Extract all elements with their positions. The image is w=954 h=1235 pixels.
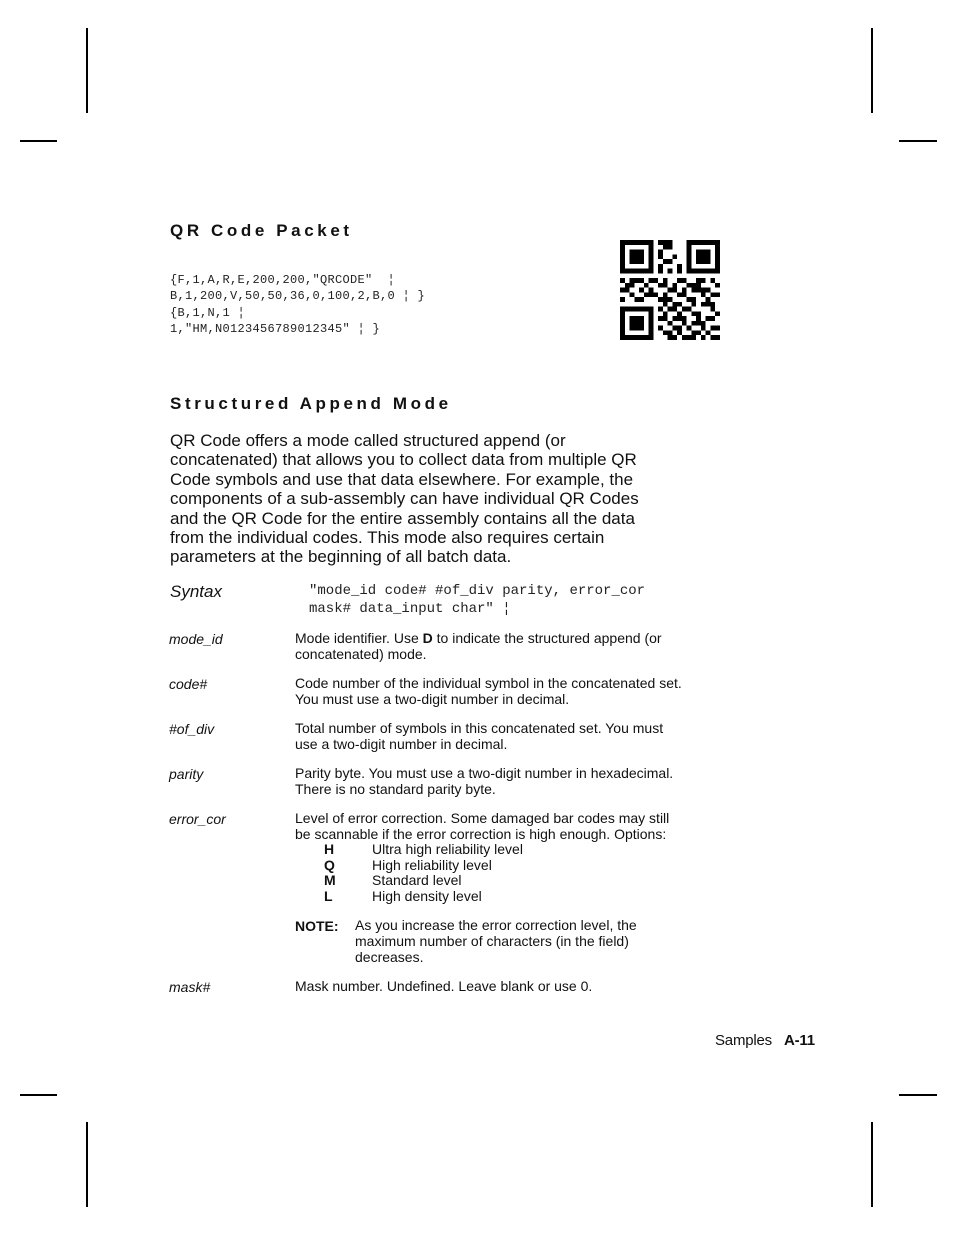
code-line: 1,"HM,N0123456789012345" ¦ } — [170, 322, 381, 337]
desc-of-div — [295, 721, 735, 753]
paragraph-line: concatenated) that allows you to collect data from multiple QR — [170, 450, 637, 470]
crop-mark-top-left — [86, 28, 88, 113]
desc-line: concatenated) mode. — [295, 645, 427, 662]
option-value: High density level — [372, 888, 482, 904]
crop-mark-bottom-left — [86, 1122, 88, 1207]
desc-error-cor — [295, 811, 735, 843]
note-text — [355, 918, 637, 965]
crop-mark-bottom-right-h — [899, 1094, 937, 1096]
crop-mark-bottom-right — [871, 1122, 873, 1207]
desc-parity — [295, 766, 735, 798]
desc-line — [295, 631, 735, 647]
code-line: {B,1,N,1 ¦ — [170, 305, 246, 320]
term-parity: parity — [169, 766, 204, 782]
note-line: As you increase the error correction level, the — [355, 917, 637, 933]
option-value: Standard level — [372, 872, 462, 888]
crop-mark-top-right — [871, 28, 873, 113]
term-mode-id: mode_id — [169, 631, 223, 647]
section-heading-qr-code-packet: QR Code Packet — [170, 221, 353, 240]
term-error-cor: error_cor — [169, 811, 226, 827]
page-number: A-11 — [783, 1032, 815, 1049]
option-value: Ultra high reliability level — [372, 841, 523, 857]
syntax-code — [309, 582, 645, 618]
desc-mode-id — [295, 631, 735, 663]
paragraph-line: QR Code offers a mode called structured append (or — [170, 431, 566, 450]
crop-mark-top-right-h — [899, 140, 937, 142]
desc-line: use a two-digit number in decimal. — [295, 735, 508, 752]
term-code: code# — [169, 676, 208, 692]
desc-mask — [295, 979, 735, 995]
term-of-div: #of_div — [169, 721, 215, 737]
structured-append-description — [170, 431, 710, 567]
qr-code-packet-code — [170, 272, 425, 338]
note-line: maximum number of characters (in the field) — [355, 932, 629, 949]
desc-line: Mask number. Undefined. Leave blank or use 0. — [295, 978, 593, 994]
note-line: decreases. — [355, 948, 424, 965]
code-line: {F,1,A,R,E,200,200,"QRCODE" ¦ — [170, 273, 396, 287]
desc-line: Parity byte. You must use a two-digit number in hexadecimal. — [295, 765, 674, 781]
paragraph-line: components of a sub-assembly can have individual QR Codes — [170, 489, 639, 509]
paragraph-line: parameters at the beginning of all batch data. — [170, 547, 512, 567]
page-footer — [715, 1032, 815, 1049]
paragraph-line: and the QR Code for the entire assembly contains all the data — [170, 508, 635, 528]
option-key: Q — [324, 857, 335, 873]
qr-code-image — [620, 240, 720, 340]
syntax-line: "mode_id code# #of_div parity, error_cor — [309, 583, 646, 599]
desc-line: be scannable if the error correction is high enough. Options: — [295, 825, 667, 842]
note-label: NOTE: — [295, 918, 339, 934]
desc-line: Code number of the individual symbol in the concatenated set. — [295, 675, 682, 691]
crop-mark-top-left-h — [20, 140, 57, 142]
term-mask: mask# — [169, 979, 211, 995]
option-value: High reliability level — [372, 857, 492, 873]
paragraph-line: from the individual codes. This mode also requires certain — [170, 528, 605, 548]
section-heading-structured-append-mode: Structured Append Mode — [170, 394, 452, 413]
desc-line: Level of error correction. Some damaged bar codes may still — [295, 810, 670, 826]
crop-mark-bottom-left-h — [20, 1094, 57, 1096]
code-line: B,1,200,V,50,50,36,0,100,2,B,0 ¦ } — [170, 289, 426, 304]
desc-line: You must use a two-digit number in decimal. — [295, 690, 570, 707]
footer-section-name: Samples — [715, 1032, 772, 1049]
desc-line: There is no standard parity byte. — [295, 780, 496, 797]
desc-bold-code: D — [422, 630, 433, 646]
paragraph-line: Code symbols and use that data elsewhere. For example, the — [170, 469, 634, 489]
desc-text: Mode identifier. Use — [295, 630, 423, 646]
option-key: L — [324, 888, 333, 904]
desc-code — [295, 676, 735, 708]
option-key: M — [324, 872, 336, 888]
desc-text: to indicate the structured append (or — [432, 630, 662, 646]
desc-line: Total number of symbols in this concatenated set. You must — [295, 720, 664, 736]
option-key: H — [324, 841, 335, 857]
syntax-label: Syntax — [170, 582, 222, 601]
syntax-line: mask# data_input char" ¦ — [309, 601, 511, 617]
